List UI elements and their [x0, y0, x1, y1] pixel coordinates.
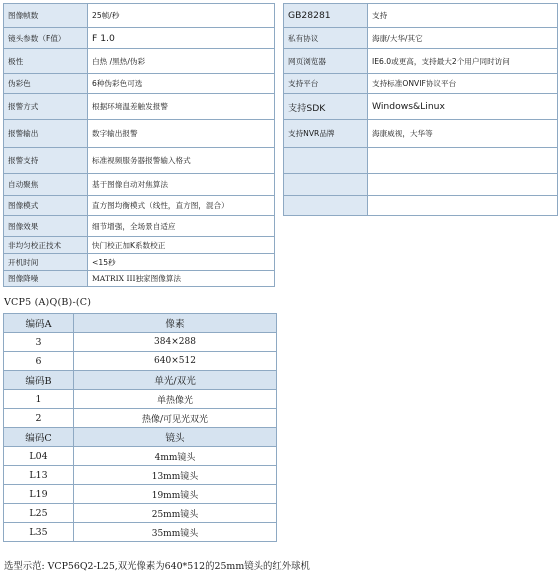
spec-row — [4, 120, 275, 148]
desc-cell: 384×288 — [74, 333, 277, 352]
coding-header-code: 编码B — [4, 371, 74, 390]
spec-table-left — [3, 3, 275, 287]
coding-table — [3, 313, 277, 542]
selection-example: 选型示范: VCP56Q2-L25,双光像素为640*512的25mm镜头的红外球机 — [4, 561, 310, 572]
coding-header-b — [4, 371, 277, 390]
desc-cell: 640×512 — [74, 352, 277, 371]
spec-row — [4, 148, 275, 174]
spec-row — [284, 148, 558, 174]
table-row — [4, 390, 277, 409]
spec-label: 极性 — [4, 49, 88, 74]
desc-cell: 13mm镜头 — [74, 466, 277, 485]
spec-value: 支持标准ONVIF协议平台 — [368, 74, 558, 94]
spec-row — [284, 49, 558, 74]
spec-label: 非均匀校正技术 — [4, 237, 88, 254]
spec-label: 自动聚焦 — [4, 174, 88, 196]
spec-value — [368, 196, 558, 216]
spec-row — [4, 174, 275, 196]
code-cell: L19 — [4, 485, 74, 504]
spec-value: 快门校正加K系数校正 — [88, 237, 275, 254]
spec-value: 支持 — [368, 4, 558, 28]
desc-cell: 19mm镜头 — [74, 485, 277, 504]
code-cell: L25 — [4, 504, 74, 523]
spec-value: 细节增强，全场景自适应 — [88, 216, 275, 237]
table-row — [4, 523, 277, 542]
code-cell: 2 — [4, 409, 74, 428]
desc-cell: 热像/可见光双光 — [74, 409, 277, 428]
table-row — [4, 447, 277, 466]
spec-value: IE6.0或更高，支持最大2个用户同时访问 — [368, 49, 558, 74]
spec-value: 标准视频服务器报警输入格式 — [88, 148, 275, 174]
spec-label: 私有协议 — [284, 28, 368, 49]
spec-value: MATRIX III独家图像算法 — [88, 271, 275, 287]
spec-value: 白热 /黑热/伪彩 — [88, 49, 275, 74]
spec-row — [4, 196, 275, 216]
spec-row — [284, 94, 558, 120]
spec-label: 支持平台 — [284, 74, 368, 94]
table-row — [4, 485, 277, 504]
spec-row — [4, 4, 275, 28]
spec-label: 图像帧数 — [4, 4, 88, 28]
spec-label: 图像效果 — [4, 216, 88, 237]
spec-label: 伪彩色 — [4, 74, 88, 94]
code-cell: L04 — [4, 447, 74, 466]
coding-header-desc: 单光/双光 — [74, 371, 277, 390]
spec-label — [284, 148, 368, 174]
spec-value: 6种伪彩色可选 — [88, 74, 275, 94]
code-cell: L35 — [4, 523, 74, 542]
spec-label: 图像模式 — [4, 196, 88, 216]
table-row — [4, 333, 277, 352]
desc-cell: 4mm镜头 — [74, 447, 277, 466]
spec-value: 25帧/秒 — [88, 4, 275, 28]
spec-label: 镜头参数（F值） — [4, 28, 88, 49]
desc-cell: 35mm镜头 — [74, 523, 277, 542]
spec-label: 图像降噪 — [4, 271, 88, 287]
table-row — [4, 352, 277, 371]
spec-row — [284, 4, 558, 28]
spec-row — [284, 174, 558, 196]
spec-row — [4, 254, 275, 271]
spec-row — [284, 120, 558, 148]
coding-header-desc: 镜头 — [74, 428, 277, 447]
spec-value: Windows&Linux — [368, 94, 558, 120]
spec-row — [284, 196, 558, 216]
spec-value: 基于图像自动对焦算法 — [88, 174, 275, 196]
spec-value: 数字输出报警 — [88, 120, 275, 148]
code-cell: L13 — [4, 466, 74, 485]
code-cell: 3 — [4, 333, 74, 352]
spec-row — [4, 237, 275, 254]
spec-label: 开机时间 — [4, 254, 88, 271]
spec-value: F 1.0 — [88, 28, 275, 49]
spec-row — [4, 74, 275, 94]
coding-header-desc: 像素 — [74, 314, 277, 333]
spec-row — [4, 28, 275, 49]
table-row — [4, 409, 277, 428]
spec-value: 海康/大华/其它 — [368, 28, 558, 49]
spec-label: GB28281 — [284, 4, 368, 28]
spec-value — [368, 148, 558, 174]
spec-row — [4, 216, 275, 237]
desc-cell: 单热像光 — [74, 390, 277, 409]
code-cell: 1 — [4, 390, 74, 409]
table-row — [4, 504, 277, 523]
spec-row — [284, 28, 558, 49]
desc-cell: 25mm镜头 — [74, 504, 277, 523]
spec-label: 报警方式 — [4, 94, 88, 120]
spec-value — [368, 174, 558, 196]
spec-label — [284, 196, 368, 216]
spec-row — [4, 94, 275, 120]
spec-table-right — [283, 3, 558, 216]
spec-label: 报警输出 — [4, 120, 88, 148]
spec-label: 支持SDK — [284, 94, 368, 120]
table-row — [4, 466, 277, 485]
spec-label: 报警支持 — [4, 148, 88, 174]
spec-label: 支持NVR品牌 — [284, 120, 368, 148]
spec-row — [284, 74, 558, 94]
spec-value: 根据环境温差触发报警 — [88, 94, 275, 120]
spec-label: 网页浏览器 — [284, 49, 368, 74]
spec-row — [4, 271, 275, 287]
model-code-format: VCP5 (A)Q(B)-(C) — [4, 297, 92, 308]
spec-row — [4, 49, 275, 74]
spec-value: 直方图均衡模式（线性，直方图，混合） — [88, 196, 275, 216]
spec-value: <15秒 — [88, 254, 275, 271]
coding-header-code: 编码C — [4, 428, 74, 447]
code-cell: 6 — [4, 352, 74, 371]
spec-label — [284, 174, 368, 196]
coding-header-c — [4, 428, 277, 447]
spec-value: 海康威视，大华等 — [368, 120, 558, 148]
coding-header-code: 编码A — [4, 314, 74, 333]
coding-header-a — [4, 314, 277, 333]
